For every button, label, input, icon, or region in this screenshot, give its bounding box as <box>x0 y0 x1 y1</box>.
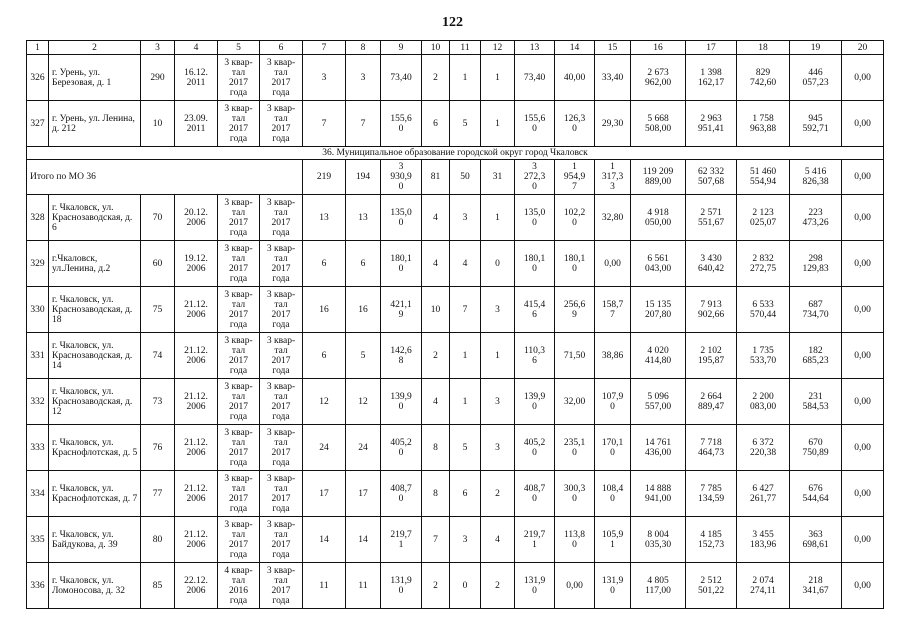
table-cell: 5 <box>450 425 481 471</box>
table-cell: г. Чкаловск, ул. Краснозаводская, д. 18 <box>49 287 141 333</box>
table-cell: 328 <box>27 195 49 241</box>
table-cell: 158,7 7 <box>595 287 631 333</box>
table-cell: 4 185 152,73 <box>686 517 737 563</box>
table-cell: 3 квар- тал 2017 года <box>260 471 303 517</box>
table-cell: 687 734,70 <box>790 287 842 333</box>
table-cell: 330 <box>27 287 49 333</box>
table-cell: г. Урень, ул. Ленина, д. 212 <box>49 101 141 147</box>
table-cell: 7 913 902,66 <box>686 287 737 333</box>
table-cell: 6 427 261,77 <box>737 471 790 517</box>
table-cell: 298 129,83 <box>790 241 842 287</box>
table-cell: 0,00 <box>842 425 884 471</box>
table-row <box>27 101 884 147</box>
table-cell: 3 <box>481 425 515 471</box>
table-cell: 1 398 162,17 <box>686 55 737 101</box>
column-number-cell: 1 <box>27 41 49 55</box>
table-cell: 80 <box>141 517 175 563</box>
table-cell: 0,00 <box>842 55 884 101</box>
table-cell: 3 <box>303 55 346 101</box>
table-cell: 218 341,67 <box>790 563 842 609</box>
table-cell: 334 <box>27 471 49 517</box>
table-cell: 2 <box>422 333 450 379</box>
table-cell: 2 <box>481 471 515 517</box>
table-cell: 2 074 274,11 <box>737 563 790 609</box>
table-cell: 131,9 0 <box>595 563 631 609</box>
table-cell: г. Чкаловск, ул. Краснозаводская, д. 12 <box>49 379 141 425</box>
total-cell: 194 <box>346 160 381 195</box>
table-cell: 2 102 195,87 <box>686 333 737 379</box>
table-cell: 3 квар- тал 2017 года <box>218 379 260 425</box>
table-row <box>27 241 884 287</box>
table-cell: 16 <box>346 287 381 333</box>
table-cell: 6 372 220,38 <box>737 425 790 471</box>
table-cell: 3 квар- тал 2017 года <box>260 517 303 563</box>
table-cell: 408,7 0 <box>515 471 555 517</box>
table-cell: 33,40 <box>595 55 631 101</box>
table-cell: 0,00 <box>842 241 884 287</box>
table-cell: 3 квар- тал 2017 года <box>218 471 260 517</box>
table-cell: 3 <box>481 287 515 333</box>
table-cell: 38,86 <box>595 333 631 379</box>
table-cell: 3 квар- тал 2017 года <box>260 563 303 609</box>
table-cell: 1 <box>481 333 515 379</box>
table-cell: 135,0 0 <box>515 195 555 241</box>
table-cell: 32,80 <box>595 195 631 241</box>
table-cell: 3 квар- тал 2017 года <box>218 287 260 333</box>
table-cell: 73,40 <box>515 55 555 101</box>
table-cell: 300,3 0 <box>555 471 595 517</box>
table-cell: 336 <box>27 563 49 609</box>
total-cell: 1 954,9 7 <box>555 160 595 195</box>
table-cell: 421,1 9 <box>381 287 422 333</box>
table-cell: 10 <box>422 287 450 333</box>
table-cell: 2 <box>422 563 450 609</box>
table-cell: 75 <box>141 287 175 333</box>
table-cell: 7 <box>422 517 450 563</box>
table-cell: 21.12. 2006 <box>175 425 218 471</box>
table-cell: 415,4 6 <box>515 287 555 333</box>
table-cell: 3 квар- тал 2017 года <box>260 425 303 471</box>
column-number-cell: 16 <box>631 41 686 55</box>
table-cell: 3 430 640,42 <box>686 241 737 287</box>
table-cell: 139,9 0 <box>381 379 422 425</box>
table-cell: 3 квар- тал 2017 года <box>260 195 303 241</box>
table-cell: 1 758 963,88 <box>737 101 790 147</box>
table-cell: 3 квар- тал 2017 года <box>260 379 303 425</box>
table-row <box>27 517 884 563</box>
table-cell: 2 571 551,67 <box>686 195 737 241</box>
table-cell: 102,2 0 <box>555 195 595 241</box>
table-cell: 4 <box>450 241 481 287</box>
table-cell: 0 <box>481 241 515 287</box>
table-cell: г. Чкаловск, ул. Краснозаводская, д. 14 <box>49 333 141 379</box>
table-cell: г. Чкаловск, ул. Ломоносова, д. 32 <box>49 563 141 609</box>
table-cell: 231 584,53 <box>790 379 842 425</box>
table-cell: 4 918 050,00 <box>631 195 686 241</box>
table-cell: 8 <box>422 471 450 517</box>
total-cell: 0,00 <box>842 160 884 195</box>
table-cell: 142,6 8 <box>381 333 422 379</box>
total-cell: 62 332 507,68 <box>686 160 737 195</box>
total-cell: 119 209 889,00 <box>631 160 686 195</box>
table-cell: 3 квар- тал 2017 года <box>218 241 260 287</box>
table-cell: 945 592,71 <box>790 101 842 147</box>
section-title: 36. Муниципальное образование городской округ город Чкаловск <box>27 147 884 160</box>
table-cell: 6 <box>303 241 346 287</box>
table-cell: г. Чкаловск, ул. Байдукова, д. 39 <box>49 517 141 563</box>
table-cell: 73 <box>141 379 175 425</box>
table-cell: 14 888 941,00 <box>631 471 686 517</box>
table-cell: 23.09. 2011 <box>175 101 218 147</box>
total-cell: 1 317,3 3 <box>595 160 631 195</box>
table-cell: 333 <box>27 425 49 471</box>
table-cell: 2 832 272,75 <box>737 241 790 287</box>
column-number-cell: 5 <box>218 41 260 55</box>
table-cell: 6 <box>303 333 346 379</box>
table-cell: 4 805 117,00 <box>631 563 686 609</box>
total-row <box>27 160 884 195</box>
table-row <box>27 195 884 241</box>
table-cell: 73,40 <box>381 55 422 101</box>
table-cell: 219,7 1 <box>381 517 422 563</box>
table-cell: 14 <box>303 517 346 563</box>
table-cell: 3 квар- тал 2017 года <box>260 241 303 287</box>
table-cell: 405,2 0 <box>515 425 555 471</box>
table-cell: 76 <box>141 425 175 471</box>
total-cell: 5 416 826,38 <box>790 160 842 195</box>
table-cell: 405,2 0 <box>381 425 422 471</box>
page-number: 122 <box>442 15 463 30</box>
table-cell: 0,00 <box>842 379 884 425</box>
table-cell: 7 <box>450 287 481 333</box>
table-cell: 7 <box>346 101 381 147</box>
table-cell: 1 <box>481 101 515 147</box>
table-cell: 7 718 464,73 <box>686 425 737 471</box>
table-cell: 256,6 9 <box>555 287 595 333</box>
table-cell: 14 761 436,00 <box>631 425 686 471</box>
table-cell: 235,1 0 <box>555 425 595 471</box>
column-number-cell: 19 <box>790 41 842 55</box>
table-cell: 676 544,64 <box>790 471 842 517</box>
table-cell: 335 <box>27 517 49 563</box>
table-cell: 327 <box>27 101 49 147</box>
column-number-cell: 14 <box>555 41 595 55</box>
table-row <box>27 379 884 425</box>
table-cell: 3 <box>481 379 515 425</box>
total-cell: 3 930,9 0 <box>381 160 422 195</box>
table-cell: 85 <box>141 563 175 609</box>
table-cell: 4 <box>422 195 450 241</box>
table-cell: 3 квар- тал 2017 года <box>218 195 260 241</box>
table-cell: 108,4 0 <box>595 471 631 517</box>
table-cell: 180,1 0 <box>381 241 422 287</box>
table-cell: 110,3 6 <box>515 333 555 379</box>
table-cell: 2 <box>422 55 450 101</box>
table-cell: 155,6 0 <box>381 101 422 147</box>
table-cell: 223 473,26 <box>790 195 842 241</box>
table-cell: 11 <box>346 563 381 609</box>
total-cell: 81 <box>422 160 450 195</box>
table-cell: г. Чкаловск, ул. Краснозаводская, д. 6 <box>49 195 141 241</box>
table-cell: 139,9 0 <box>515 379 555 425</box>
table-cell: 19.12. 2006 <box>175 241 218 287</box>
table-cell: 4 <box>481 517 515 563</box>
table-cell: 290 <box>141 55 175 101</box>
table-cell: 3 455 183,96 <box>737 517 790 563</box>
table-cell: 3 квар- тал 2017 года <box>260 55 303 101</box>
table-cell: 2 963 951,41 <box>686 101 737 147</box>
total-cell: 219 <box>303 160 346 195</box>
total-cell: 50 <box>450 160 481 195</box>
column-number-cell: 18 <box>737 41 790 55</box>
table-cell: 71,50 <box>555 333 595 379</box>
table-cell: 15 135 207,80 <box>631 287 686 333</box>
table-cell: 4 <box>422 241 450 287</box>
table-cell: 2 123 025,07 <box>737 195 790 241</box>
table-cell: 135,0 0 <box>381 195 422 241</box>
table-cell: 16.12. 2011 <box>175 55 218 101</box>
column-number-cell: 6 <box>260 41 303 55</box>
table-cell: 40,00 <box>555 55 595 101</box>
table-body <box>27 41 884 609</box>
table-cell: 8 <box>422 425 450 471</box>
table-cell: 2 <box>481 563 515 609</box>
table-cell: 70 <box>141 195 175 241</box>
table-cell: 0,00 <box>842 195 884 241</box>
table-cell: 4 квар- тал 2016 года <box>218 563 260 609</box>
table-cell: 3 <box>450 195 481 241</box>
table-cell: 332 <box>27 379 49 425</box>
column-number-header <box>27 41 884 55</box>
table-cell: 12 <box>303 379 346 425</box>
column-number-cell: 11 <box>450 41 481 55</box>
table-cell: 8 004 035,30 <box>631 517 686 563</box>
column-number-cell: 15 <box>595 41 631 55</box>
column-number-cell: 8 <box>346 41 381 55</box>
table-cell: 219,7 1 <box>515 517 555 563</box>
table-cell: 7 785 134,59 <box>686 471 737 517</box>
total-cell: 31 <box>481 160 515 195</box>
table-cell: 21.12. 2006 <box>175 517 218 563</box>
table-cell: 131,9 0 <box>515 563 555 609</box>
table-cell: 20.12. 2006 <box>175 195 218 241</box>
column-number-cell: 7 <box>303 41 346 55</box>
table-cell: 29,30 <box>595 101 631 147</box>
table-cell: 5 <box>450 101 481 147</box>
table-cell: 7 <box>303 101 346 147</box>
table-cell: 5 096 557,00 <box>631 379 686 425</box>
table-cell: 182 685,23 <box>790 333 842 379</box>
table-cell: 829 742,60 <box>737 55 790 101</box>
table-cell: 6 533 570,44 <box>737 287 790 333</box>
table-cell: 331 <box>27 333 49 379</box>
table-row <box>27 425 884 471</box>
table-cell: 3 квар- тал 2017 года <box>218 425 260 471</box>
table-cell: 21.12. 2006 <box>175 287 218 333</box>
table-cell: 21.12. 2006 <box>175 379 218 425</box>
table-cell: г. Чкаловск, ул. Краснофлотская, д. 7 <box>49 471 141 517</box>
table-cell: 1 735 533,70 <box>737 333 790 379</box>
table-cell: 21.12. 2006 <box>175 471 218 517</box>
table-cell: 12 <box>346 379 381 425</box>
table-cell: 6 <box>422 101 450 147</box>
column-number-cell: 13 <box>515 41 555 55</box>
table-cell: 670 750,89 <box>790 425 842 471</box>
table-cell: 180,1 0 <box>515 241 555 287</box>
total-cell: 3 272,3 0 <box>515 160 555 195</box>
table-cell: 3 квар- тал 2017 года <box>218 55 260 101</box>
column-number-cell: 17 <box>686 41 737 55</box>
table-cell: 6 <box>450 471 481 517</box>
table-row <box>27 55 884 101</box>
table-cell: 0,00 <box>842 471 884 517</box>
table-cell: 14 <box>346 517 381 563</box>
total-cell: 51 460 554,94 <box>737 160 790 195</box>
table-cell: 2 200 083,00 <box>737 379 790 425</box>
table-cell: 329 <box>27 241 49 287</box>
table-cell: 5 <box>346 333 381 379</box>
table-cell: 6 <box>346 241 381 287</box>
table-cell: г.Чкаловск, ул.Ленина, д.2 <box>49 241 141 287</box>
table-cell: 126,3 0 <box>555 101 595 147</box>
table-cell: 0,00 <box>842 101 884 147</box>
table-cell: 10 <box>141 101 175 147</box>
table-cell: 2 664 889,47 <box>686 379 737 425</box>
table-cell: 0,00 <box>595 241 631 287</box>
table-cell: 24 <box>303 425 346 471</box>
table-cell: 113,8 0 <box>555 517 595 563</box>
table-cell: 74 <box>141 333 175 379</box>
table-cell: 22.12. 2006 <box>175 563 218 609</box>
column-number-cell: 9 <box>381 41 422 55</box>
table-cell: г. Урень, ул. Березовая, д. 1 <box>49 55 141 101</box>
table-cell: 0,00 <box>842 287 884 333</box>
housing-register-table <box>26 40 884 609</box>
table-row <box>27 287 884 333</box>
table-cell: 0,00 <box>842 333 884 379</box>
table-cell: 180,1 0 <box>555 241 595 287</box>
table-cell: 363 698,61 <box>790 517 842 563</box>
table-cell: 13 <box>303 195 346 241</box>
total-label: Итого по МО 36 <box>27 160 303 195</box>
table-cell: 3 квар- тал 2017 года <box>218 333 260 379</box>
table-row <box>27 333 884 379</box>
table-cell: 1 <box>450 379 481 425</box>
table-cell: 13 <box>346 195 381 241</box>
table-cell: 24 <box>346 425 381 471</box>
table-cell: г. Чкаловск, ул. Краснофлотская, д. 5 <box>49 425 141 471</box>
column-number-cell: 12 <box>481 41 515 55</box>
table-cell: 4 020 414,80 <box>631 333 686 379</box>
table-cell: 1 <box>481 195 515 241</box>
table-cell: 0,00 <box>842 563 884 609</box>
table-cell: 1 <box>481 55 515 101</box>
table-cell: 131,9 0 <box>381 563 422 609</box>
table-cell: 17 <box>303 471 346 517</box>
column-number-cell: 20 <box>842 41 884 55</box>
table-cell: 3 квар- тал 2017 года <box>260 333 303 379</box>
column-number-cell: 10 <box>422 41 450 55</box>
table-row <box>27 471 884 517</box>
table-cell: 60 <box>141 241 175 287</box>
table-cell: 3 <box>346 55 381 101</box>
table-cell: 3 квар- тал 2017 года <box>260 101 303 147</box>
column-number-cell: 3 <box>141 41 175 55</box>
table-cell: 3 квар- тал 2017 года <box>218 517 260 563</box>
table-cell: 5 668 508,00 <box>631 101 686 147</box>
table-cell: 32,00 <box>555 379 595 425</box>
table-cell: 3 квар- тал 2017 года <box>218 101 260 147</box>
table-cell: 17 <box>346 471 381 517</box>
table-cell: 21.12. 2006 <box>175 333 218 379</box>
table-cell: 446 057,23 <box>790 55 842 101</box>
table-cell: 3 квар- тал 2017 года <box>260 287 303 333</box>
table-cell: 1 <box>450 333 481 379</box>
table-cell: 170,1 0 <box>595 425 631 471</box>
table-cell: 2 512 501,22 <box>686 563 737 609</box>
table-cell: 11 <box>303 563 346 609</box>
table-cell: 326 <box>27 55 49 101</box>
table-cell: 408,7 0 <box>381 471 422 517</box>
table-cell: 2 673 962,00 <box>631 55 686 101</box>
table-cell: 1 <box>450 55 481 101</box>
table-cell: 0,00 <box>842 517 884 563</box>
table-cell: 0 <box>450 563 481 609</box>
table-row <box>27 563 884 609</box>
table-cell: 107,9 0 <box>595 379 631 425</box>
table-cell: 105,9 1 <box>595 517 631 563</box>
table-cell: 3 <box>450 517 481 563</box>
table-cell: 0,00 <box>555 563 595 609</box>
section-title-row <box>27 147 884 160</box>
table-cell: 77 <box>141 471 175 517</box>
table-cell: 155,6 0 <box>515 101 555 147</box>
table-cell: 16 <box>303 287 346 333</box>
column-number-cell: 4 <box>175 41 218 55</box>
table-cell: 6 561 043,00 <box>631 241 686 287</box>
table-cell: 4 <box>422 379 450 425</box>
column-number-cell: 2 <box>49 41 141 55</box>
